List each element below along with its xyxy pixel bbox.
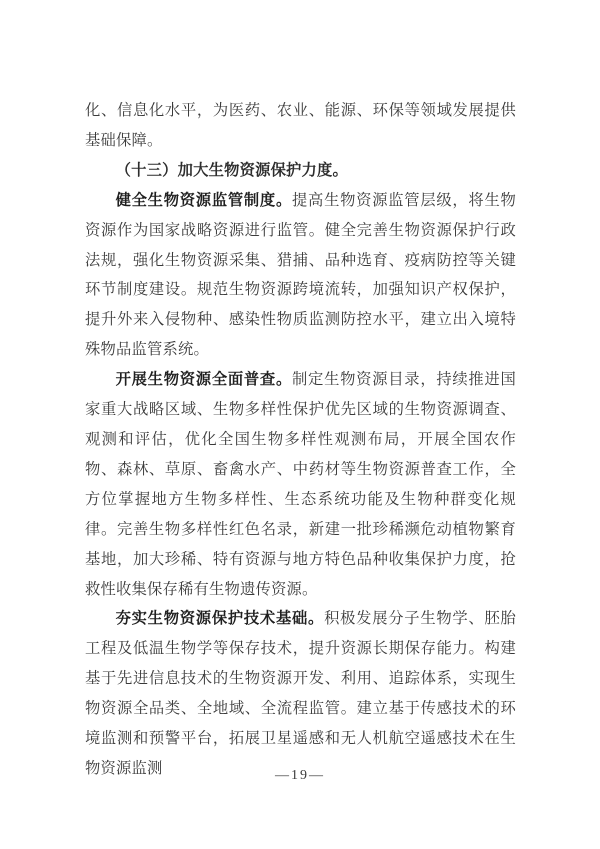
paragraph-text: 积极发展分子生物学、胚胎工程及低温生物学等保存技术，提升资源长期保存能力。构建基于先进信息技术的生物资源开发、利用、追踪体系，实现生物资源全品类、全地域、全流程监管。建立基于传感技术的环境监测和预警平台，拓展卫星遥感和无人机航空遥感技术在生物资源监测 [85, 610, 517, 777]
paragraph-text: 提高生物资源监管层级，将生物资源作为国家战略资源进行监管。健全完善生物资源保护行政法规，强化生物资源采集、猎捕、品种选育、疫病防控等关键环节制度建设。规范生物资源跨境流转，加强知识产权保护，提升外来入侵物种、感染性物质监测防控水平，建立出入境特殊物品监管系统。 [85, 191, 516, 359]
paragraph-resource-census [85, 365, 516, 604]
section-heading [85, 156, 516, 186]
paragraph-supervision-system [85, 186, 516, 365]
paragraph-text: 制定生物资源目录，持续推进国家重大战略区域、生物多样性保护优先区域的生物资源调查、观测和评估，优化全国生物多样性观测布局，开展全国农作物、森林、草原、畜禽水产、中药材等生物资源普查工作，全方位掌握地方生物多样性、生态系统功能及生物种群变化规律。完善生物多样性红色名录，新建一批珍稀濒危动植物繁育基地，加大珍稀、特有资源与地方特色品种收集保护力度，抢救性收集保存稀有生物遗传资源。 [85, 371, 516, 598]
paragraph-text: 化、信息化水平，为医药、农业、能源、环保等领域发展提供基础保障。 [85, 102, 516, 149]
paragraph-continuation [85, 96, 516, 156]
document-body [85, 96, 516, 784]
paragraph-technical-foundation [85, 604, 516, 783]
paragraph-lead: 夯实生物资源保护技术基础。 [115, 610, 325, 628]
paragraph-lead: 开展生物资源全面普查。 [115, 371, 293, 389]
page-number: —19— [275, 768, 325, 783]
paragraph-lead: 健全生物资源监管制度。 [115, 191, 293, 209]
section-heading-text: （十三）加大生物资源保护力度。 [115, 161, 349, 179]
